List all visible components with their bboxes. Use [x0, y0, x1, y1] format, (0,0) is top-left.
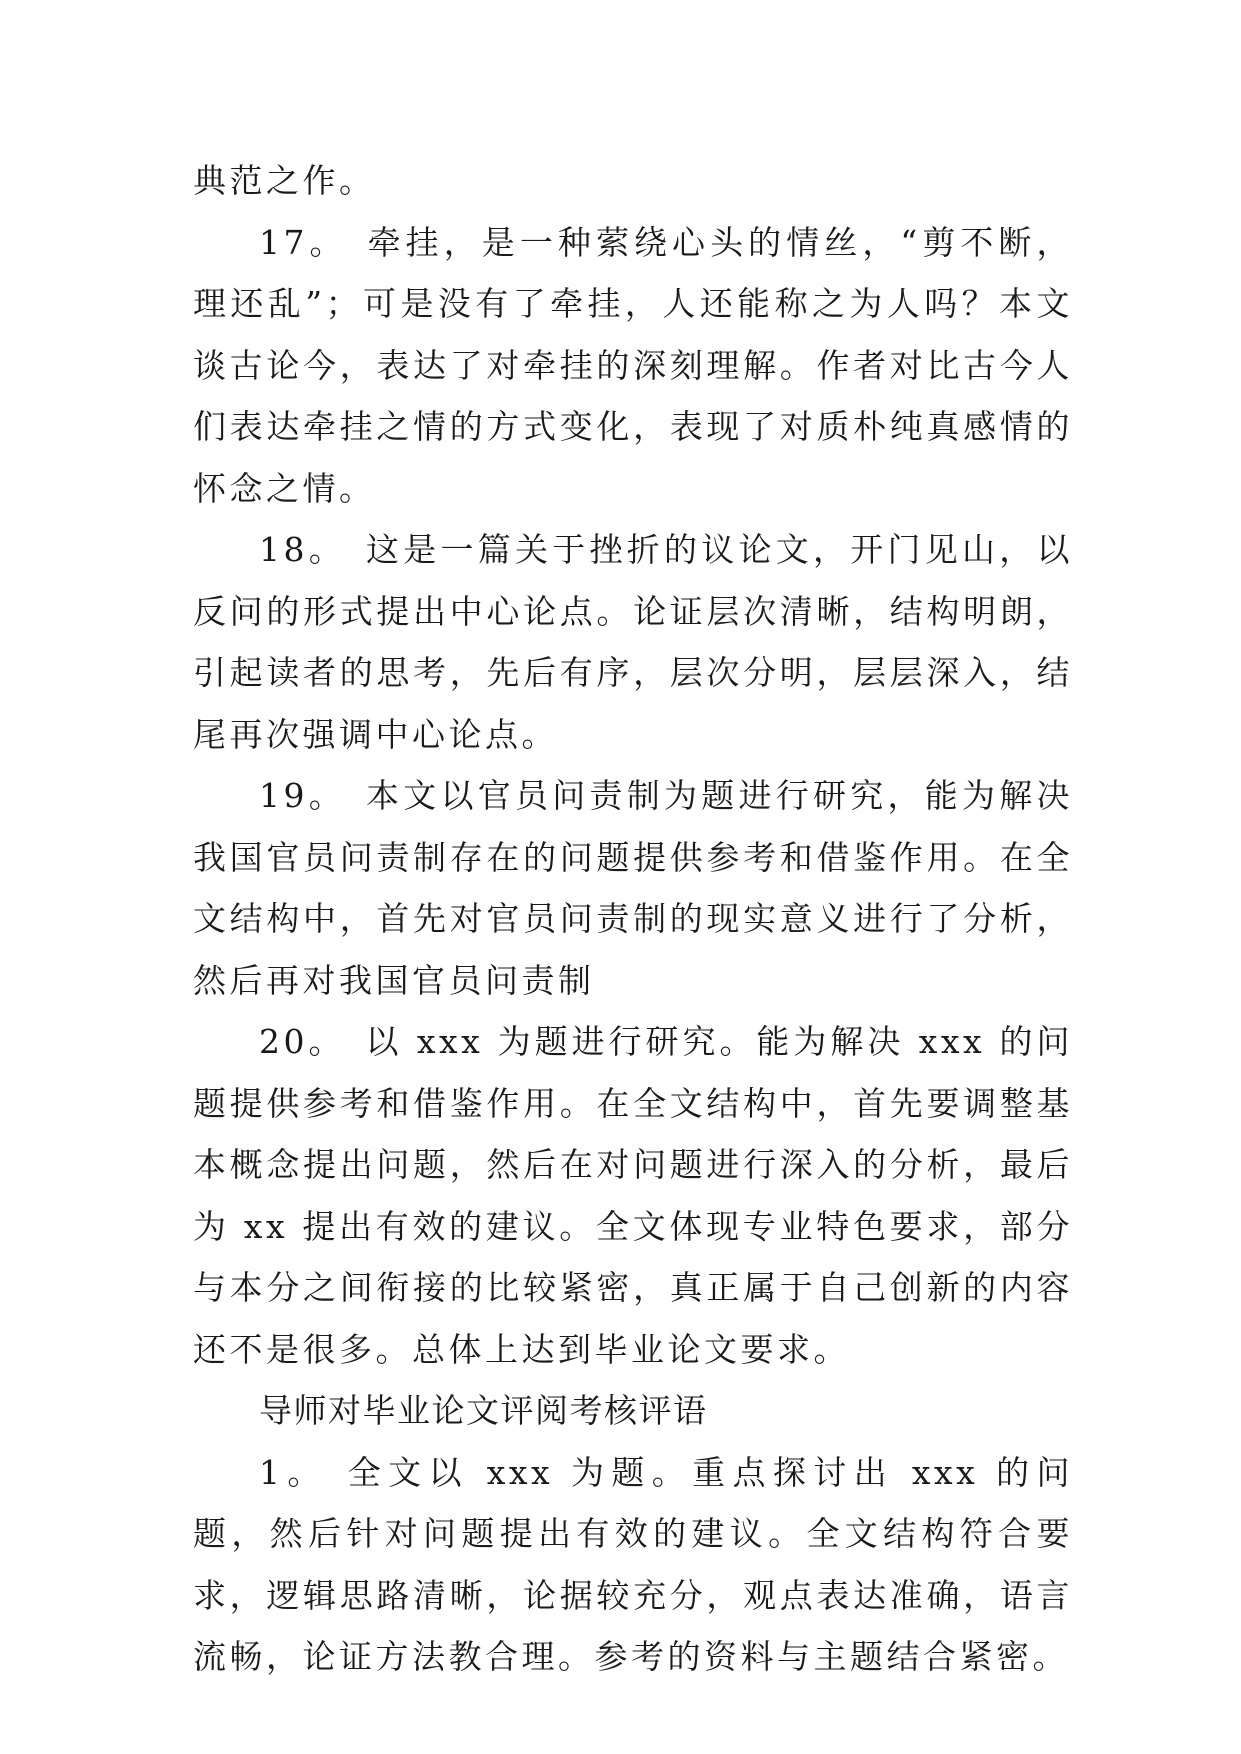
paragraph-20 [193, 1011, 1073, 1380]
section-paragraph-1 [193, 1442, 1073, 1688]
paragraph-number: 18。 [259, 530, 346, 569]
section-heading: 导师对毕业论文评阅考核评语 [259, 1391, 708, 1430]
paragraph-text: 本文以官员问责制为题进行研究，能为解决我国官员问责制存在的问题提供参考和借鉴作用。在全文结构中，首先对官员问责制的现实意义进行了分析，然后再对我国官员问责制 [193, 776, 1073, 1000]
paragraph-text: 牵挂，是一种萦绕心头的情丝，“剪不断，理还乱”；可是没有了牵挂，人还能称之为人吗？本文谈古论今，表达了对牵挂的深刻理解。作者对比古今人们表达牵挂之情的方式变化，表现了对质朴纯真感情的怀念之情。 [193, 222, 1073, 508]
paragraph-text: 典范之作。 [193, 161, 376, 200]
paragraph-text: 以 xxx 为题进行研究。能为解决 xxx 的问题提供参考和借鉴作用。在全文结构中，首先要调整基本概念提出问题，然后在对问题进行深入的分析，最后为 xx 提出有效的建议。全文体现专业特色要求，部分与本分之间衔接的比较紧密，真正属于自己创新的内容还不是很多。总体上达到毕业论文要求。 [193, 1022, 1074, 1369]
paragraph-17 [193, 212, 1073, 520]
paragraph-text: 这是一篇关于挫折的议论文，开门见山，以反问的形式提出中心论点。论证层次清晰，结构明朗，引起读者的思考，先后有序，层次分明，层层深入，结尾再次强调中心论点。 [193, 530, 1073, 754]
paragraph-number: 20。 [259, 1022, 346, 1061]
paragraph-number: 19。 [259, 776, 346, 815]
paragraph-number: 17。 [259, 222, 348, 262]
document-page [193, 150, 1073, 1688]
paragraph-19 [193, 765, 1073, 1011]
paragraph-number: 1。 [259, 1452, 328, 1492]
paragraph-text: 全文以 xxx 为题。重点探讨出 xxx 的问题，然后针对问题提出有效的建议。全文结构符合要求，逻辑思路清晰，论据较充分，观点表达准确，语言流畅，论证方法教合理。参考的资料与主题结合紧密。 [193, 1452, 1074, 1676]
paragraph-continuation [193, 150, 1073, 212]
paragraph-18 [193, 519, 1073, 765]
